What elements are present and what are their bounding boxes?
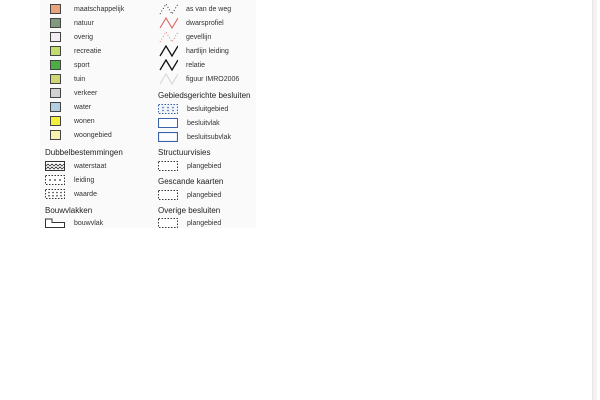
legend-item-wonen xyxy=(50,114,95,128)
legend-label: dwarsprofiel xyxy=(186,19,224,27)
relation-icon xyxy=(158,59,178,71)
legend-item-as-van-de-weg xyxy=(158,2,231,16)
legend-label: recreatie xyxy=(74,47,102,55)
legend-item-verkeer xyxy=(50,86,97,100)
waarde-pattern-icon xyxy=(45,189,65,199)
heading-bouwvlakken: Bouwvlakken xyxy=(45,206,93,215)
legend-item-water xyxy=(50,100,91,114)
legend-item-tuin xyxy=(50,72,85,86)
swatch-woongebied xyxy=(50,130,61,140)
swatch-natuur xyxy=(50,18,61,28)
heading-gescande-kaarten: Gescande kaarten xyxy=(158,177,224,186)
legend-item-natuur xyxy=(50,16,94,30)
legend-item-gevellijn xyxy=(158,30,211,44)
legend-item-maatschappelijk xyxy=(50,2,124,16)
legend-label: overig xyxy=(74,33,94,41)
heading-gebiedsgerichte-besluiten: Gebiedsgerichte besluiten xyxy=(158,91,251,100)
legend-item-figuur-imro2006 xyxy=(158,72,239,86)
legend-label: wonen xyxy=(74,117,95,125)
legend-item-sport xyxy=(50,58,90,72)
heading-structuurvisies: Structuurvisies xyxy=(158,148,211,157)
legend-item-waarde xyxy=(45,187,97,201)
legend-label: waterstaat xyxy=(74,162,107,170)
legend-item-structuur-plangebied xyxy=(158,159,221,173)
swatch-wonen xyxy=(50,116,61,126)
heading-overige-besluiten: Overige besluiten xyxy=(158,206,221,215)
swatch-water xyxy=(50,102,61,112)
waterstaat-pattern-icon xyxy=(45,161,65,171)
swatch-verkeer xyxy=(50,88,61,98)
legend-label: besluitvlak xyxy=(187,119,220,127)
legend-item-relatie xyxy=(158,58,205,72)
legend-item-gescande-plangebied xyxy=(158,188,221,202)
legend-label: gevellijn xyxy=(186,33,212,41)
axis-line-icon xyxy=(158,3,178,15)
legend-label: bouwvlak xyxy=(74,219,104,227)
legend-label: figuur IMRO2006 xyxy=(186,75,240,83)
facade-line-icon xyxy=(158,31,178,43)
legend-label: verkeer xyxy=(74,89,98,97)
legend-label: plangebied xyxy=(187,191,222,199)
legend-label: water xyxy=(74,103,92,111)
legend-label: natuur xyxy=(74,19,94,27)
legend-item-recreatie xyxy=(50,44,101,58)
bouwvlak-outline-icon xyxy=(45,218,65,228)
legend-item-overig xyxy=(50,30,93,44)
swatch-maatschappelijk xyxy=(50,4,61,14)
legend-label: plangebied xyxy=(187,219,222,227)
legend-item-hartlijn-leiding xyxy=(158,44,229,58)
legend-item-waterstaat xyxy=(45,159,106,173)
cross-profile-icon xyxy=(158,17,178,29)
legend-label: waarde xyxy=(74,190,97,198)
pipeline-centerline-icon xyxy=(158,45,178,57)
besluitvlak-outline-icon xyxy=(158,118,178,128)
plangebied-outline-icon xyxy=(158,161,178,171)
figure-imro-icon xyxy=(158,73,178,85)
legend-item-besluitvlak xyxy=(158,116,220,130)
legend-item-woongebied xyxy=(50,128,112,142)
legend-label: relatie xyxy=(186,61,206,69)
legend-item-leiding xyxy=(45,173,94,187)
legend-item-bouwvlak xyxy=(45,216,103,230)
legend-label: woongebied xyxy=(74,131,112,139)
legend-label: sport xyxy=(74,61,90,69)
legend-item-besluitgebied xyxy=(158,102,228,116)
legend-label: plangebied xyxy=(187,162,222,170)
legend-label: hartlijn leiding xyxy=(186,47,229,55)
besluitsubvlak-outline-icon xyxy=(158,132,178,142)
scrollbar[interactable] xyxy=(592,0,597,400)
plangebied-outline-icon xyxy=(158,218,178,228)
leiding-pattern-icon xyxy=(45,175,65,185)
swatch-overig xyxy=(50,32,61,42)
legend-label: maatschappelijk xyxy=(74,5,125,13)
legend-label: tuin xyxy=(74,75,86,83)
legend-item-overige-plangebied xyxy=(158,216,221,230)
legend-item-besluitsubvlak xyxy=(158,130,231,144)
besluitgebied-pattern-icon xyxy=(158,104,178,114)
legend-label: besluitsubvlak xyxy=(187,133,231,141)
legend-item-dwarsprofiel xyxy=(158,16,224,30)
heading-dubbelbestemmingen: Dubbelbestemmingen xyxy=(45,148,123,157)
legend-label: as van de weg xyxy=(186,5,232,13)
legend-label: leiding xyxy=(74,176,95,184)
swatch-tuin xyxy=(50,74,61,84)
legend-label: besluitgebied xyxy=(187,105,229,113)
swatch-recreatie xyxy=(50,46,61,56)
swatch-sport xyxy=(50,60,61,70)
plangebied-outline-icon xyxy=(158,190,178,200)
